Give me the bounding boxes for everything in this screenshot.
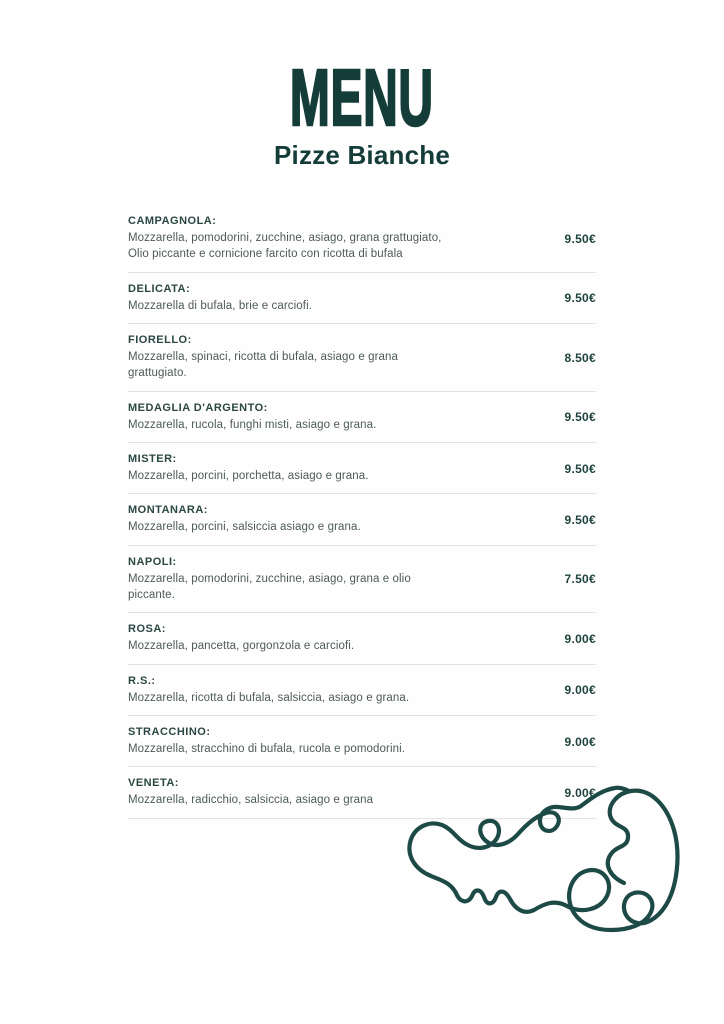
menu-item-row bbox=[128, 665, 596, 716]
menu-item-text bbox=[128, 675, 550, 706]
menu-item-text bbox=[128, 504, 550, 535]
page-title: MENU bbox=[290, 53, 434, 142]
menu-item-name: ROSA: bbox=[128, 623, 166, 636]
menu-item-text bbox=[128, 556, 550, 604]
scribble-doodle-graphic bbox=[403, 782, 695, 934]
menu-item-description: Mozzarella, pomodorini, zucchine, asiago, grana e olio piccante. bbox=[128, 572, 411, 601]
menu-item-description: Mozzarella, stracchino di bufala, rucola e pomodorini. bbox=[128, 742, 406, 755]
menu-item-row bbox=[128, 613, 596, 664]
menu-item-row bbox=[128, 392, 596, 443]
menu-item-row bbox=[128, 546, 596, 614]
menu-item-row bbox=[128, 716, 596, 767]
menu-item-name: R.S.: bbox=[128, 674, 156, 687]
menu-item-price: 8.50€ bbox=[564, 350, 596, 365]
page-header bbox=[0, 0, 724, 171]
menu-item-text bbox=[128, 334, 550, 382]
menu-item-row bbox=[128, 273, 596, 324]
menu-item-price: 9.50€ bbox=[564, 461, 596, 476]
menu-item-text bbox=[128, 283, 550, 314]
menu-list bbox=[128, 205, 596, 819]
menu-item-price: 9.00€ bbox=[564, 631, 596, 646]
menu-item-name: FIORELLO: bbox=[128, 333, 192, 346]
menu-item-price: 9.00€ bbox=[564, 683, 596, 698]
menu-item-text bbox=[128, 623, 550, 654]
menu-item-name: STRACCHINO: bbox=[128, 725, 211, 738]
menu-item-price: 9.50€ bbox=[564, 512, 596, 527]
menu-item-name: NAPOLI: bbox=[128, 555, 177, 568]
menu-item-row bbox=[128, 205, 596, 273]
menu-item-description: Mozzarella, ricotta di bufala, salsiccia, asiago e grana. bbox=[128, 691, 410, 704]
menu-item-name: MEDAGLIA D'ARGENTO: bbox=[128, 401, 268, 414]
menu-item-price: 9.50€ bbox=[564, 410, 596, 425]
menu-item-name: DELICATA: bbox=[128, 282, 191, 295]
menu-item-description: Mozzarella, pancetta, gorgonzola e carciofi. bbox=[128, 640, 355, 653]
menu-item-description: Mozzarella, pomodorini, zucchine, asiago, grana grattugiato, Olio piccante e cornicione farcito con ricotta di bufala bbox=[128, 232, 442, 261]
menu-item-row bbox=[128, 443, 596, 494]
menu-item-row bbox=[128, 324, 596, 392]
menu-item-description: Mozzarella, radicchio, salsiccia, asiago e grana bbox=[128, 794, 374, 807]
menu-item-text bbox=[128, 215, 550, 263]
menu-item-description: Mozzarella, rucola, funghi misti, asiago e grana. bbox=[128, 418, 377, 431]
menu-item-name: VENETA: bbox=[128, 777, 179, 790]
menu-item-price: 7.50€ bbox=[564, 572, 596, 587]
menu-item-description: Mozzarella, porcini, salsiccia asiago e grana. bbox=[128, 521, 361, 534]
menu-item-row bbox=[128, 494, 596, 545]
menu-item-price: 9.00€ bbox=[564, 785, 596, 800]
menu-item-name: MONTANARA: bbox=[128, 504, 208, 517]
menu-item-text bbox=[128, 453, 550, 484]
menu-item-price: 9.00€ bbox=[564, 734, 596, 749]
menu-item-description: Mozzarella, porcini, porchetta, asiago e grana. bbox=[128, 469, 369, 482]
menu-item-price: 9.50€ bbox=[564, 291, 596, 306]
page-subtitle: Pizze Bianche bbox=[274, 140, 450, 170]
menu-item-text bbox=[128, 402, 550, 433]
menu-item-description: Mozzarella di bufala, brie e carciofi. bbox=[128, 299, 313, 312]
menu-item-name: CAMPAGNOLA: bbox=[128, 215, 217, 227]
menu-item-description: Mozzarella, spinaci, ricotta di bufala, asiago e grana grattugiato. bbox=[128, 350, 399, 380]
menu-item-price: 9.50€ bbox=[564, 231, 596, 246]
menu-item-name: MISTER: bbox=[128, 452, 177, 465]
menu-item-text bbox=[128, 726, 550, 757]
